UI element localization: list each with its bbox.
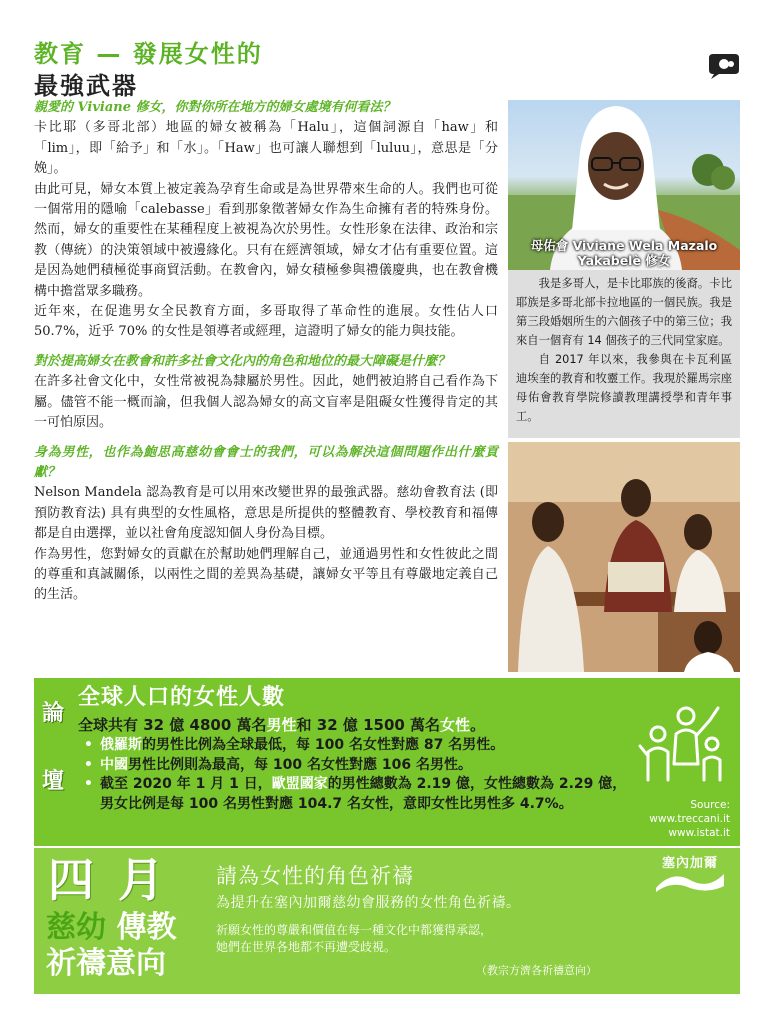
stat-item-eu (80, 775, 640, 814)
salesian-label: 慈幼 (46, 910, 106, 945)
population-summary-part1: 全球共有 32 億 4800 萬名 (78, 716, 267, 734)
sister-bio-paragraph-2: 自 2017 年以來，我參與在卡瓦利區迪埃奎的教育和牧靈工作。我現於羅馬宗座母佑會教育學院修讀教理講授學和青年事工。 (516, 353, 732, 423)
answer-1-paragraph-1: 卡比耶（多哥北部）地區的婦女被稱為「Halu」，這個詞源自「haw」和「lim」，即「給予」和「水」。「Haw」也可讓人聯想到「luluu」，意思是「分娩」。 (34, 120, 498, 177)
answer-1-paragraph-2: 由此可見，婦女本質上被定義為孕育生命或是為世界帶來生命的人。我們也可從一個常用的隱喻「calebasse」看到那象徵著婦女作為生命擁有者的特殊身份。然而，婦女的重要性在某種程度上被視為次於男性。女性形象在法律、政治和宗教（傳統）的決策領域中被邊緣化。只有在經濟領域，婦女才佔有重要位置。這是因為她們積極從事商貿活動。在教會內，婦女積極參與禮儀慶典，也在教會機構中擔當眾多職務。 (34, 181, 498, 299)
men-label: 男性 (266, 716, 297, 734)
sister-name-line1: 母佑會 Viviane Wela Mazalo (530, 238, 718, 253)
population-summary-part2: 和 32 億 1500 萬名 (296, 716, 441, 734)
intention-heading-line2: 祈禱意向 (46, 946, 166, 981)
source-credits (640, 798, 730, 840)
eu-stat-date: 截至 2020 年 1 月 1 日， (100, 776, 272, 792)
senegal-label: 塞內加爾 (661, 856, 718, 871)
stat-item-russia (80, 736, 640, 756)
china-label: 中國 (100, 756, 128, 773)
page-title-line1: 教育 — 發展女性的 (34, 40, 263, 68)
russia-stat: 的男性比例為全球最低，每 100 名女性對應 87 名男性。 (142, 737, 505, 753)
prayer-intention: 為提升在塞內加爾慈幼會服務的女性角色祈禱。 (216, 895, 521, 911)
sister-bio-box (508, 270, 740, 438)
mission-label: 傳教 (116, 910, 177, 945)
source-link-treccani[interactable]: www.treccani.it (649, 813, 730, 825)
prayer-title: 請為女性的角色祈禱 (216, 864, 414, 888)
interview-article (34, 98, 498, 606)
pope-intention-line2: 她們在世界各地都不再遭受歧視。 (216, 940, 397, 954)
intention-heading-line1 (46, 910, 176, 946)
people-group-icon (636, 700, 732, 784)
prayer-month: 四月 (48, 853, 188, 907)
answer-3-paragraph-1: Nelson Mandela 認為教育是可以用來改變世界的最強武器。慈幼會教育法 (即預防教育法) 具有典型的女性風格，意思是所提供的整體教育、學校教育和福傳都是自由選擇，並以社會角度認知個人身份為目標。 (34, 485, 498, 542)
source-label: Source: (690, 799, 730, 811)
answer-3-paragraph-2: 作為男性，您對婦女的貢獻在於幫助她們理解自己，並通過男性和女性彼此之間的尊重和真誠關係，以兩性之間的差異為基礎，讓婦女平等且有尊嚴地定義自己的生活。 (34, 546, 498, 603)
answer-1-paragraph-3: 近年來，在促進男女全民教育方面，多哥取得了革命性的進展。女性佔人口 50.7%，近乎 70% 的女性是領導者或經理，這證明了婦女的能力與技能。 (34, 304, 498, 340)
sister-bio-paragraph-1: 我是多哥人，是卡比耶族的後裔。卡比耶族是多哥北部卡拉地區的一個民族。我是第三段婚姻所生的六個孩子中的第三位；我來自一個育有 14 個孩子的三代同堂家庭。 (516, 277, 732, 347)
stat-item-china (80, 756, 640, 776)
page-title-line2: 最強武器 (34, 72, 138, 100)
pope-intention-source: （教宗方濟各祈禱意向） (476, 964, 597, 977)
forum-label-bottom: 壇 (41, 769, 64, 794)
source-link-istat[interactable]: www.istat.it (668, 827, 730, 839)
population-summary (78, 714, 485, 735)
eu-stat: 的男性總數為 2.19 億，女性總數為 2.29 億，男女比例是每 100 名男性對應 104.7 名女性，意即女性比男性多 4.7%。 (100, 776, 627, 812)
population-summary-end: 。 (470, 716, 486, 734)
eu-label: 歐盟國家 (271, 776, 328, 792)
forum-label-top: 論 (41, 701, 64, 726)
question-2: 對於提高婦女在教會和許多社會文化內的角色和地位的最大障礙是什麼？ (34, 353, 451, 369)
pope-intention-line1: 祈願女性的尊嚴和價值在每一種文化中都獲得承認， (216, 923, 493, 937)
population-stats-list (80, 736, 640, 814)
question-1: 親愛的 Viviane 修女，你對你所在地方的婦女處境有何看法？ (34, 100, 396, 115)
answer-2-paragraph-1: 在許多社會文化中，女性常被視為隸屬於男性。因此，她們被迫將自己看作為下屬。儘管不能一概而論，但我個人認為婦女的高文盲率是阻礙女性獲得肯定的其一可怕原因。 (34, 374, 498, 431)
chat-bubble-icon (707, 52, 741, 80)
forum-title: 全球人口的女性人數 (78, 685, 286, 710)
women-label: 女性 (440, 716, 471, 734)
sister-name-caption (508, 238, 740, 268)
russia-label: 俄羅斯 (100, 737, 142, 753)
china-stat: 男性比例則為最高，每 100 名女性對應 106 名男性。 (128, 756, 472, 773)
classroom-photo (508, 442, 740, 672)
sister-name-line2: Yakabelè 修女 (577, 253, 671, 268)
forum-vertical-label (40, 700, 66, 796)
pope-intention-text (216, 922, 492, 956)
question-3: 身為男性，也作為鮑思高慈幼會會士的我們，可以為解決這個問題作出什麼貢獻？ (34, 444, 498, 480)
